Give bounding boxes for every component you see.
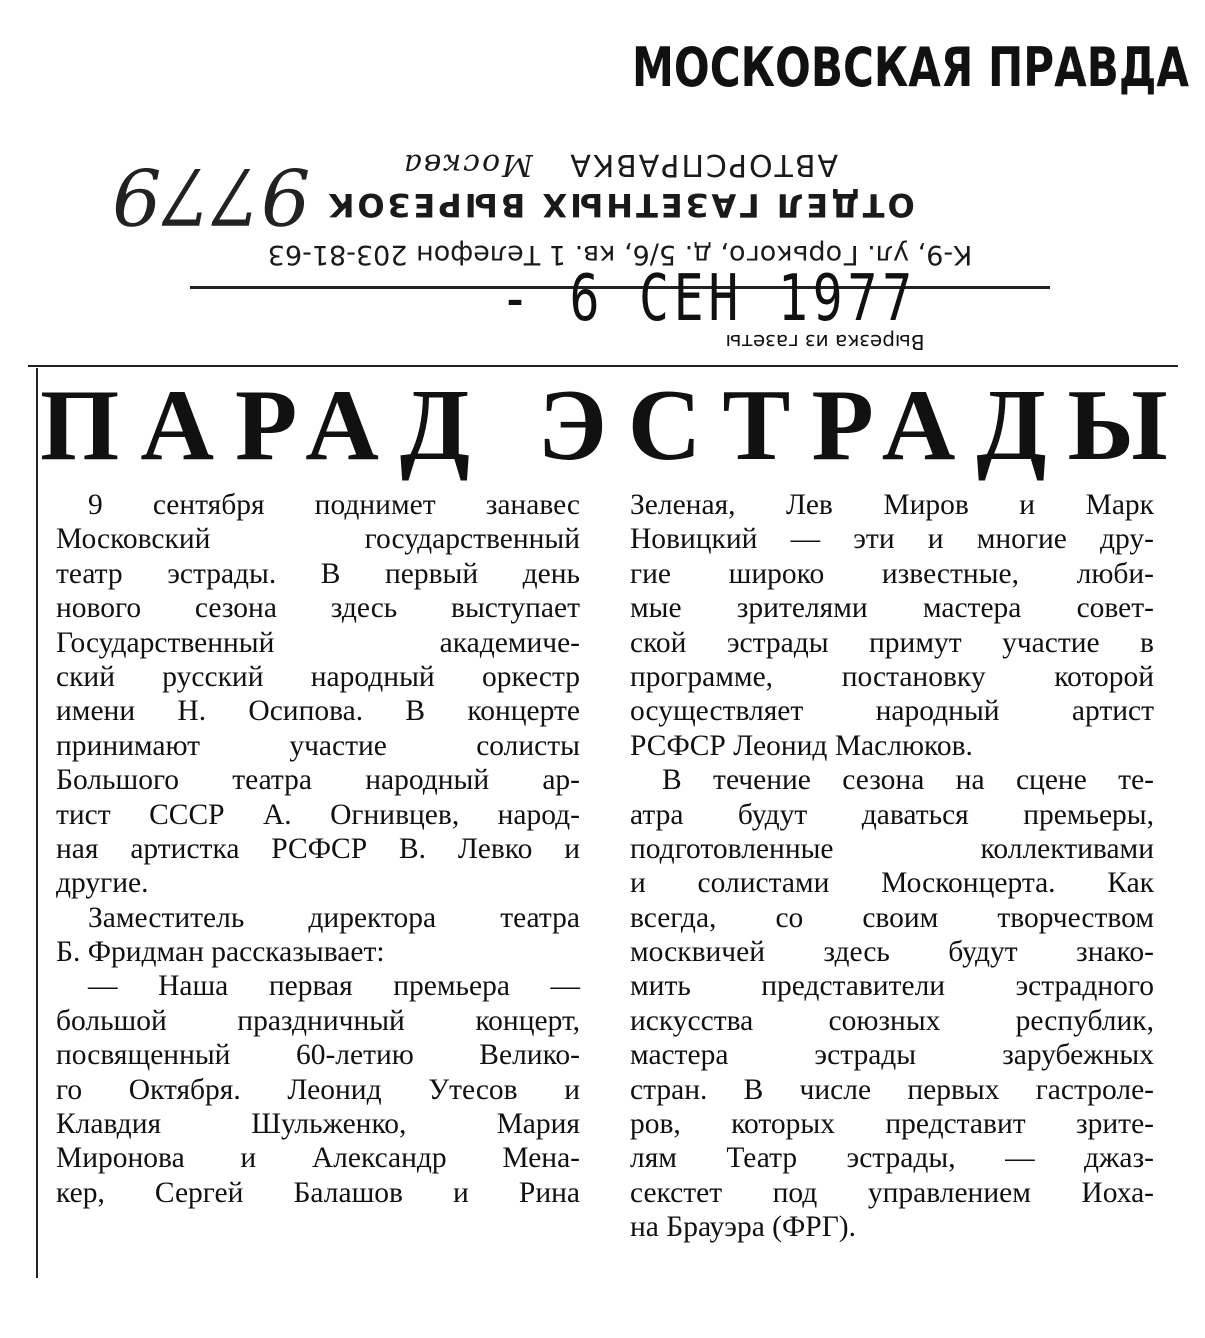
text-line: мить представители эстрадного (630, 970, 1154, 1003)
agency-stamp (190, 128, 1050, 278)
text-line: нового сезона здесь выступает (56, 592, 580, 625)
handwritten-archive-number: 9779 (112, 150, 311, 240)
text-line: всегда, со своим творчеством (630, 901, 1154, 934)
text-line: посвященный 60-летию Велико- (56, 1039, 580, 1072)
text-line: гие широко известные, люби- (630, 557, 1154, 590)
text-line: принимают участие солисты (56, 729, 580, 762)
text-line: москвичей здесь будут знако- (630, 936, 1154, 969)
text-line: 9 сентября поднимет занавес (88, 489, 580, 521)
text-line: Государственный академиче- (56, 626, 580, 659)
text-line: стран. В числе первых гастроле- (630, 1073, 1154, 1106)
text-line: Б. Фридман рассказывает: (56, 936, 385, 969)
text-line: РСФСР Леонид Маслюков. (630, 729, 973, 762)
article-headline: ПАРАД ЭСТРАДЫ (40, 369, 1189, 482)
agency-city-handwritten: Москва (401, 147, 533, 182)
date-stamp: - 6 СЕН 1977 (500, 262, 917, 336)
text-line: осуществляет народный артист (630, 695, 1154, 728)
text-line: и солистами Москонцерта. Как (630, 867, 1154, 900)
text-line: театр эстрады. В первый день (56, 557, 580, 590)
text-line: секстет под управлением Иоха- (630, 1176, 1154, 1209)
article-right-column (630, 488, 1154, 1245)
department-name: ОТДЕЛ ГАЗЕТНЫХ ВЫРЕЗОК (325, 186, 915, 224)
text-line: Большого театра народный ар- (56, 764, 580, 797)
text-line: Миронова и Александр Мена- (56, 1142, 580, 1175)
text-line: мастера эстрады зарубежных (630, 1039, 1154, 1072)
text-line: имени Н. Осипова. В концерте (56, 695, 580, 728)
text-line: ской эстрады примут участие в (630, 626, 1154, 659)
agency-name (190, 147, 1050, 182)
text-line: Заместитель директора театра (88, 901, 580, 934)
text-line: на Брауэра (ФРГ). (630, 1211, 856, 1244)
text-line: В течение сезона на сцене те- (662, 764, 1154, 797)
text-line: искусства союзных республик, (630, 1004, 1154, 1037)
text-line: — Наша первая премьера — (88, 970, 580, 1003)
text-line: Клавдия Шульженко, Мария (56, 1108, 580, 1141)
text-line: программе, постановку которой (630, 660, 1154, 693)
text-line: тист СССР А. Огнивцев, народ- (56, 798, 580, 831)
article-left-column (56, 488, 580, 1210)
text-line: го Октября. Леонид Утесов и (56, 1073, 580, 1106)
newspaper-masthead: МОСКОВСКАЯ ПРАВДА (632, 36, 1189, 99)
text-line: подготовленные коллективами (630, 832, 1154, 865)
text-line: кер, Сергей Балашов и Рина (56, 1176, 580, 1209)
article-frame-left (36, 368, 38, 1278)
text-line: мые зрителями мастера совет- (630, 592, 1154, 625)
source-label: Вырезка из газеты (725, 330, 925, 354)
text-line: лям Театр эстрады, — джаз- (630, 1142, 1154, 1175)
text-line: ная артистка РСФСР В. Левко и (56, 832, 580, 865)
text-line: другие. (56, 867, 149, 900)
text-line: ров, которых представит зрите- (630, 1108, 1154, 1141)
text-line: ский русский народный оркестр (56, 660, 580, 693)
agency-title: АВТОРСПРАВКА (568, 147, 839, 182)
text-line: большой праздничный концерт, (56, 1004, 580, 1037)
article-frame-top (28, 365, 1178, 367)
text-line: Зеленая, Лев Миров и Марк (630, 489, 1154, 521)
agency-address: К-9, ул. Горького, д. 5/6, кв. 1 Телефон 203-81-63 (267, 239, 973, 270)
text-line: Новицкий — эти и многие дру- (630, 523, 1154, 556)
text-line: атра будут даваться премьеры, (630, 798, 1154, 831)
text-line: Московский государственный (56, 523, 580, 556)
